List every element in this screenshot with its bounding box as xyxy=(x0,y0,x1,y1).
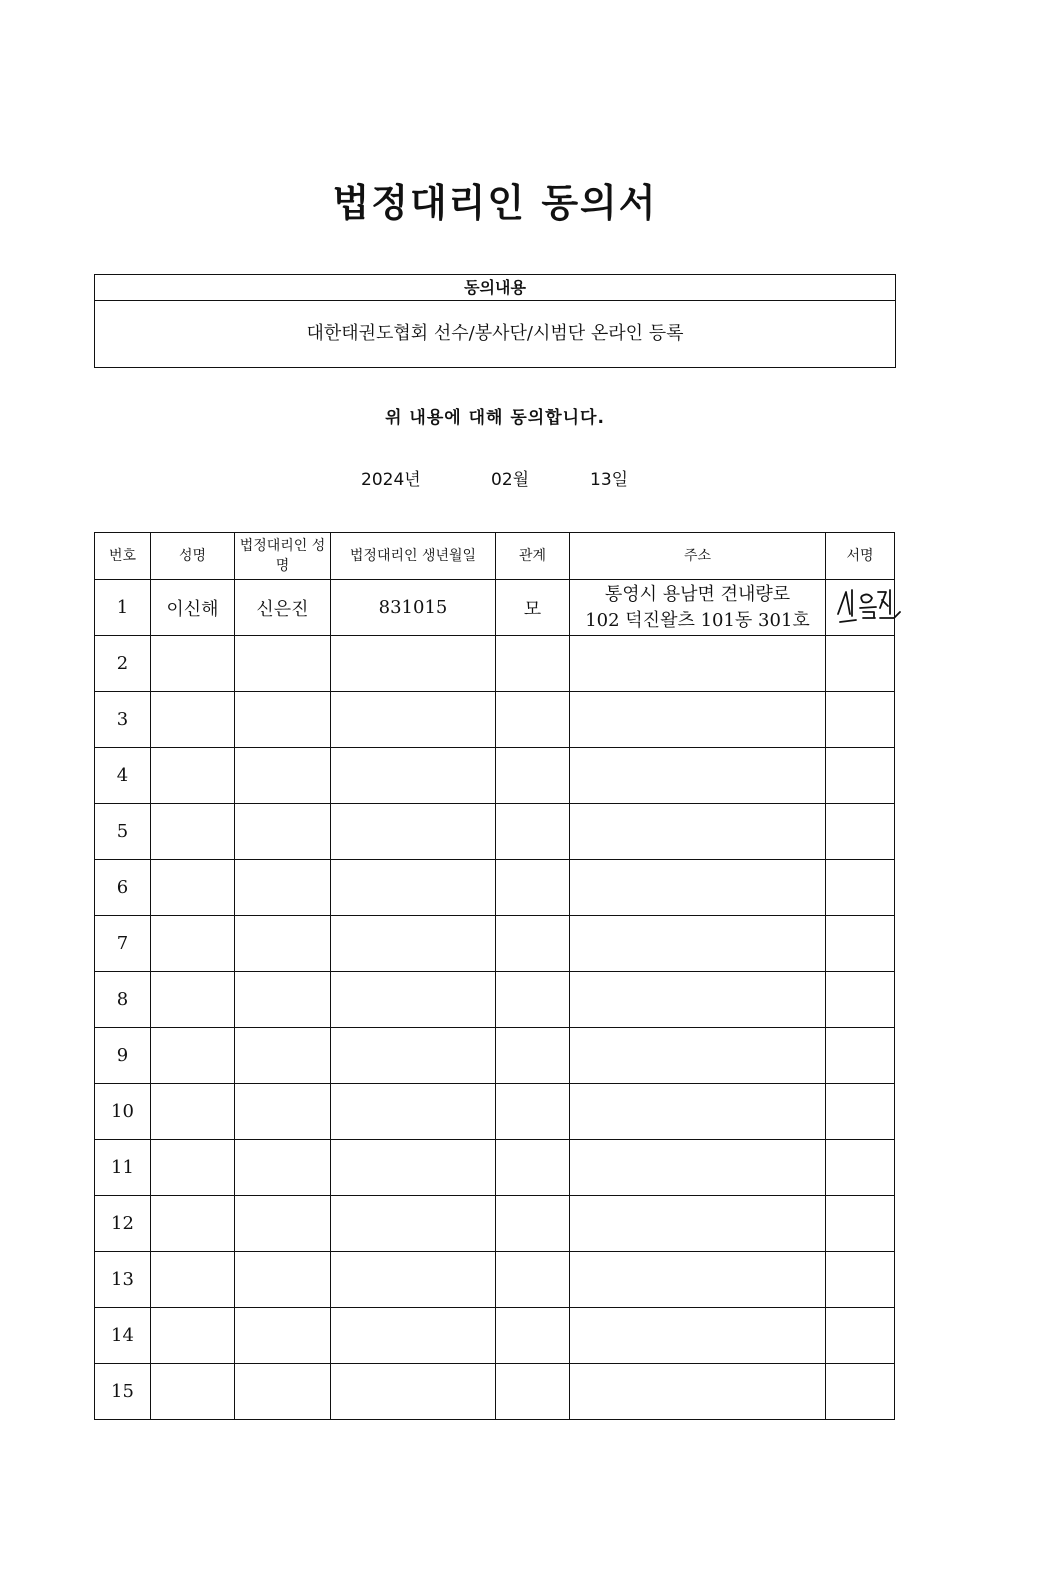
table-row xyxy=(95,692,895,748)
row-no: 14 xyxy=(95,1308,151,1364)
header-no: 번호 xyxy=(95,533,151,580)
row-no: 11 xyxy=(95,1140,151,1196)
header-address: 주소 xyxy=(570,533,826,580)
table-row xyxy=(95,972,895,1028)
guardian-name: 신은진 xyxy=(235,580,331,636)
table-row xyxy=(95,1084,895,1140)
row-no: 2 xyxy=(95,636,151,692)
table-row xyxy=(95,916,895,972)
table-row xyxy=(95,860,895,916)
table-row xyxy=(95,748,895,804)
table-row xyxy=(95,1252,895,1308)
date-year: 2024년 xyxy=(361,470,421,490)
header-guardian-name: 법정대리인 성명 xyxy=(235,533,331,580)
address-line2: 102 덕진왈츠 101동 301호 xyxy=(585,609,810,631)
table-row xyxy=(95,636,895,692)
row-no: 13 xyxy=(95,1252,151,1308)
consent-header: 동의내용 xyxy=(95,275,895,301)
table-row xyxy=(95,804,895,860)
table-row xyxy=(95,1140,895,1196)
header-guardian-birth: 법정대리인 생년월일 xyxy=(331,533,496,580)
row-no: 1 xyxy=(95,580,151,636)
address xyxy=(570,580,826,636)
consent-content: 대한태권도협회 선수/봉사단/시범단 온라인 등록 xyxy=(306,323,684,344)
header-name: 성명 xyxy=(151,533,235,580)
row-no: 6 xyxy=(95,860,151,916)
header-relation: 관계 xyxy=(496,533,570,580)
guardian-roster-table xyxy=(94,532,895,1420)
row-no: 5 xyxy=(95,804,151,860)
signature-cell xyxy=(826,580,895,636)
row-no: 7 xyxy=(95,916,151,972)
address-line1: 통영시 용남면 견내량로 xyxy=(604,583,791,605)
relation: 모 xyxy=(496,580,570,636)
header-signature: 서명 xyxy=(826,533,895,580)
table-row xyxy=(95,580,895,636)
page-title: 법정대리인 동의서 xyxy=(332,181,658,225)
row-no: 9 xyxy=(95,1028,151,1084)
table-row xyxy=(95,1196,895,1252)
table-header-row xyxy=(95,533,895,580)
row-no: 15 xyxy=(95,1364,151,1420)
handwritten-signature xyxy=(830,584,904,628)
row-no: 4 xyxy=(95,748,151,804)
row-no: 12 xyxy=(95,1196,151,1252)
date-day: 13일 xyxy=(590,470,629,490)
row-no: 10 xyxy=(95,1084,151,1140)
table-row xyxy=(95,1364,895,1420)
date-month: 02월 xyxy=(491,470,530,490)
table-row xyxy=(95,1028,895,1084)
agreement-statement: 위 내용에 대해 동의합니다. xyxy=(385,408,605,428)
row-no: 3 xyxy=(95,692,151,748)
guardian-birth: 831015 xyxy=(331,580,496,636)
student-name: 이신해 xyxy=(151,580,235,636)
row-no: 8 xyxy=(95,972,151,1028)
consent-box xyxy=(94,274,896,368)
table-row xyxy=(95,1308,895,1364)
